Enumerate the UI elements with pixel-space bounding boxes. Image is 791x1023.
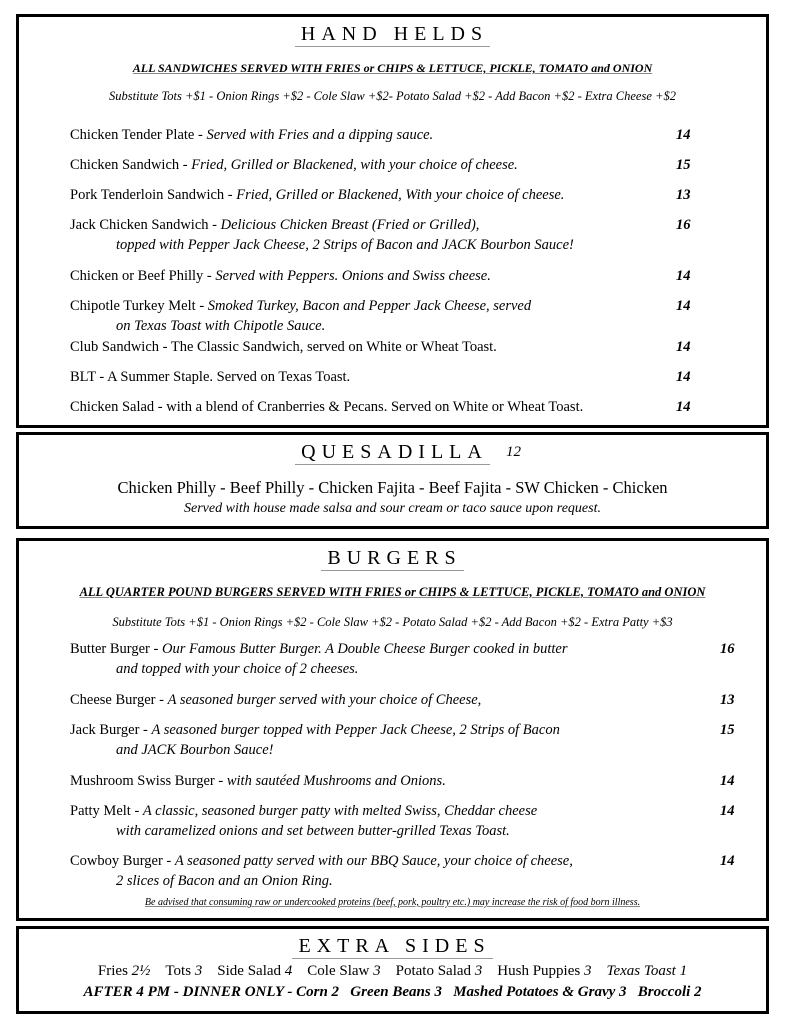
side-name: Fries bbox=[97, 963, 132, 979]
handhelds-section bbox=[16, 14, 769, 428]
item-description: Served with Peppers. Onions and Swiss cheese. bbox=[215, 268, 491, 284]
item-price: 13 bbox=[720, 692, 735, 708]
sides-section bbox=[16, 926, 769, 1014]
item-price: 15 bbox=[720, 722, 735, 738]
item-name: Pork Tenderloin Sandwich bbox=[70, 187, 225, 203]
side-name: Tots bbox=[165, 963, 195, 979]
item-separator: - bbox=[159, 339, 171, 355]
item-name: Club Sandwich bbox=[70, 339, 160, 355]
item-price: 13 bbox=[676, 187, 691, 203]
item-description: A seasoned burger topped with Pepper Jack Cheese, 2 Strips of Bacon bbox=[151, 722, 560, 738]
burgers-title: BURGERS bbox=[19, 547, 766, 571]
item-description: The Classic Sandwich, served on White or Wheat Toast. bbox=[170, 339, 497, 355]
side-price: 4 bbox=[284, 963, 293, 979]
handhelds-note: ALL SANDWICHES SERVED WITH FRIES or CHIPS & LETTUCE, PICKLE, TOMATO and ONION bbox=[132, 61, 653, 75]
item-name: Mushroom Swiss Burger bbox=[70, 773, 215, 789]
item-name: Cowboy Burger bbox=[70, 853, 163, 869]
dinner-label: AFTER 4 PM - DINNER ONLY - bbox=[83, 984, 297, 1000]
menu-item bbox=[70, 801, 537, 821]
menu-item bbox=[70, 771, 446, 791]
item-price: 14 bbox=[720, 773, 735, 789]
side-name: Side Salad bbox=[217, 963, 285, 979]
side-item bbox=[396, 963, 483, 979]
item-separator: - bbox=[203, 268, 216, 284]
side-name: Hush Puppies bbox=[497, 963, 584, 979]
burgers-section bbox=[16, 538, 769, 921]
item-price: 14 bbox=[676, 298, 691, 314]
item-description: Served with Fries and a dipping sauce. bbox=[206, 127, 434, 143]
menu-item bbox=[70, 367, 350, 387]
item-price: 14 bbox=[676, 399, 691, 415]
item-price: 14 bbox=[676, 268, 691, 284]
menu-item bbox=[70, 155, 518, 175]
menu-item bbox=[70, 296, 531, 316]
item-separator: - bbox=[224, 187, 237, 203]
handhelds-subs: Substitute Tots +$1 - Onion Rings +$2 - Cole Slaw +$2- Potato Salad +$2 - Add Bacon +$2 - Extra Cheese +$2 bbox=[109, 89, 676, 103]
side-item: Corn 2 bbox=[296, 984, 340, 1000]
side-item bbox=[497, 963, 591, 979]
item-description: A Summer Staple. Served on Texas Toast. bbox=[107, 369, 351, 385]
menu-item bbox=[70, 851, 573, 871]
item-price: 14 bbox=[676, 369, 691, 385]
menu-item bbox=[70, 720, 560, 740]
item-description-cont: 2 slices of Bacon and an Onion Ring. bbox=[116, 873, 333, 889]
item-description: Delicious Chicken Breast (Fried or Grilled), bbox=[220, 217, 480, 233]
side-price: 3 bbox=[474, 963, 483, 979]
quesadilla-note: Served with house made salsa and sour cream or taco sauce upon request. bbox=[184, 501, 601, 516]
item-price: 14 bbox=[720, 853, 735, 869]
item-separator: - bbox=[162, 853, 175, 869]
menu-item bbox=[70, 690, 481, 710]
item-separator: - bbox=[195, 298, 208, 314]
item-description: A seasoned patty served with our BBQ Sauce, your choice of cheese, bbox=[174, 853, 573, 869]
sides-line-1 bbox=[19, 961, 766, 981]
item-separator: - bbox=[139, 722, 152, 738]
item-separator: - bbox=[154, 399, 167, 415]
side-item bbox=[606, 963, 687, 979]
advisory-note: Be advised that consuming raw or undercooked proteins (beef, pork, poultry etc.) may increase the risk of food born illness. bbox=[144, 897, 641, 908]
item-description: Our Famous Butter Burger. A Double Cheese Burger cooked in butter bbox=[161, 641, 568, 657]
item-name: Chicken Sandwich bbox=[70, 157, 180, 173]
item-description-cont: topped with Pepper Jack Cheese, 2 Strips of Bacon and JACK Bourbon Sauce! bbox=[116, 237, 574, 253]
side-price: 3 bbox=[194, 963, 203, 979]
item-description: with a blend of Cranberries & Pecans. Served on White or Wheat Toast. bbox=[166, 399, 584, 415]
menu-item bbox=[70, 125, 433, 145]
item-name: Patty Melt bbox=[70, 803, 131, 819]
side-item bbox=[307, 963, 380, 979]
item-description-cont: on Texas Toast with Chipotle Sauce. bbox=[116, 318, 326, 334]
item-price: 14 bbox=[676, 127, 691, 143]
side-price: 3 bbox=[583, 963, 592, 979]
side-price: 2½ bbox=[131, 963, 151, 979]
item-price: 16 bbox=[720, 641, 735, 657]
item-description-cont: with caramelized onions and set between butter-grilled Texas Toast. bbox=[116, 823, 510, 839]
quesadilla-section bbox=[16, 432, 769, 529]
item-description: Fried, Grilled or Blackened, with your choice of cheese. bbox=[191, 157, 518, 173]
item-name: Chicken Salad bbox=[70, 399, 155, 415]
quesadilla-options: Chicken Philly - Beef Philly - Chicken Fajita - Beef Fajita - SW Chicken - Chicken bbox=[117, 478, 668, 497]
item-description: with sautéed Mushrooms and Onions. bbox=[226, 773, 446, 789]
side-price: 3 bbox=[373, 963, 381, 979]
side-item bbox=[165, 963, 202, 979]
side-price: 1 bbox=[679, 963, 688, 979]
sides-title: EXTRA SIDES bbox=[19, 935, 766, 959]
item-price: 14 bbox=[720, 803, 735, 819]
item-price: 15 bbox=[676, 157, 691, 173]
item-separator: - bbox=[194, 127, 207, 143]
quesadilla-price: 12 bbox=[506, 444, 521, 460]
sides-line-2 bbox=[19, 982, 766, 1002]
side-name: Texas Toast bbox=[606, 963, 680, 979]
menu-item bbox=[70, 215, 479, 235]
menu-item bbox=[70, 185, 564, 205]
quesadilla-title: QUESADILLA bbox=[19, 441, 766, 465]
side-name: Cole Slaw bbox=[307, 963, 374, 979]
burgers-note: ALL QUARTER POUND BURGERS SERVED WITH FRIES or CHIPS & LETTUCE, PICKLE, TOMATO and ONION bbox=[79, 585, 706, 599]
item-separator: - bbox=[179, 157, 192, 173]
item-separator: - bbox=[208, 217, 221, 233]
item-separator: - bbox=[155, 692, 168, 708]
menu-item bbox=[70, 266, 491, 286]
item-name: Butter Burger bbox=[70, 641, 150, 657]
item-description: A classic, seasoned burger patty with melted Swiss, Cheddar cheese bbox=[142, 803, 538, 819]
item-description-cont: and JACK Bourbon Sauce! bbox=[116, 742, 274, 758]
menu-item bbox=[70, 397, 583, 417]
item-name: Jack Chicken Sandwich bbox=[70, 217, 209, 233]
item-name: Chicken or Beef Philly bbox=[70, 268, 204, 284]
side-item bbox=[217, 963, 292, 979]
item-description: Smoked Turkey, Bacon and Pepper Jack Cheese, served bbox=[207, 298, 532, 314]
item-name: Chipotle Turkey Melt bbox=[70, 298, 196, 314]
item-separator: - bbox=[95, 369, 108, 385]
item-description: A seasoned burger served with your choice of Cheese, bbox=[167, 692, 482, 708]
burgers-subs: Substitute Tots +$1 - Onion Rings +$2 - Cole Slaw +$2 - Potato Salad +$2 - Add Bacon +$2 - Extra Patty +$3 bbox=[112, 615, 673, 629]
side-item bbox=[98, 963, 151, 979]
item-separator: - bbox=[214, 773, 227, 789]
item-name: Cheese Burger bbox=[70, 692, 156, 708]
item-price: 16 bbox=[676, 217, 691, 233]
side-item: Green Beans 3 bbox=[350, 984, 442, 1000]
item-description: Fried, Grilled or Blackened, With your choice of cheese. bbox=[236, 187, 565, 203]
item-name: Jack Burger bbox=[70, 722, 140, 738]
side-name: Potato Salad bbox=[395, 963, 475, 979]
item-separator: - bbox=[130, 803, 143, 819]
side-item: Broccoli 2 bbox=[637, 984, 702, 1000]
item-description-cont: and topped with your choice of 2 cheeses. bbox=[116, 661, 359, 677]
item-name: BLT bbox=[70, 369, 96, 385]
menu-item bbox=[70, 337, 497, 357]
side-item: Mashed Potatoes & Gravy 3 bbox=[453, 984, 627, 1000]
item-price: 14 bbox=[676, 339, 691, 355]
item-separator: - bbox=[149, 641, 162, 657]
item-name: Chicken Tender Plate bbox=[70, 127, 195, 143]
menu-item bbox=[70, 639, 568, 659]
handhelds-title: HAND HELDS bbox=[19, 23, 766, 47]
